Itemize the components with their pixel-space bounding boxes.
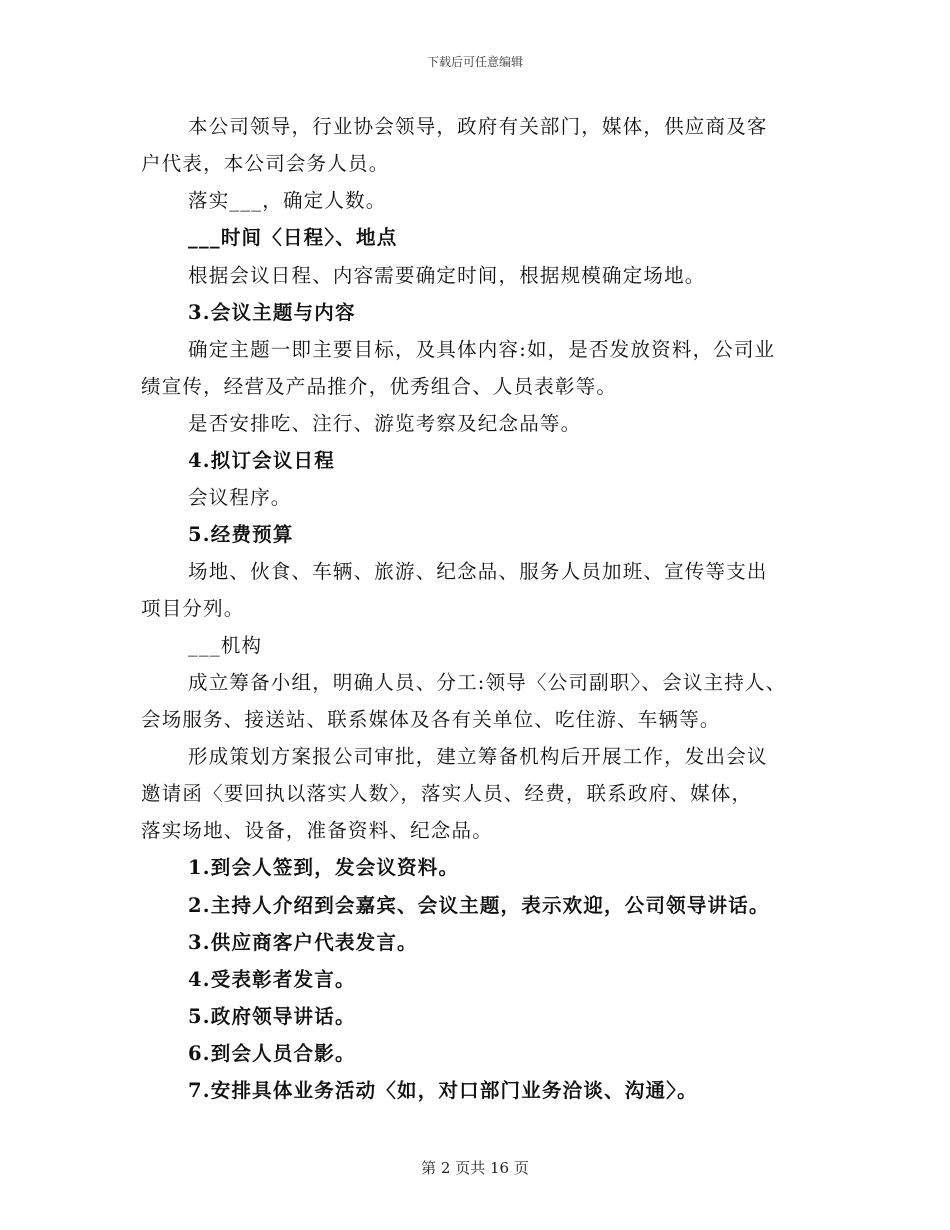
text-line: 户代表，本公司会务人员。 (141, 152, 390, 175)
text-line: 场地、伙食、车辆、旅游、纪念品、服务人员加班、宣传等支出 (188, 560, 768, 583)
page-header: 下载后可任意编辑 (426, 55, 523, 69)
text-line: ___机构 (188, 634, 263, 657)
section-heading: ___时间〈日程〉、地点 (188, 226, 398, 249)
page-footer: 第 2 页共 16 页 (421, 1159, 529, 1177)
text-line: 根据会议日程、内容需要确定时间，根据规模确定场地。 (188, 264, 706, 287)
section-heading: 5.经费预算 (188, 523, 294, 546)
text-line: 形成策划方案报公司审批，建立筹备机构后开展工作，发出会议 (188, 745, 768, 768)
text-line: 是否安排吃、注行、游览考察及纪念品等。 (188, 412, 582, 435)
text-line: 绩宣传，经营及产品推介，优秀组合、人员表彰等。 (141, 375, 618, 398)
text-line: 落实场地、设备，准备资料、纪念品。 (141, 819, 493, 842)
text-line: 成立筹备小组，明确人员、分工:领导〈公司副职〉、会议主持人、 (188, 671, 787, 694)
text-line: 邀请函〈要回执以落实人数〉，落实人员、经费，联系政府、媒体， (141, 782, 753, 805)
list-item: 5.政府领导讲话。 (188, 1005, 356, 1028)
list-item: 7.安排具体业务活动〈如，对口部门业务洽谈、沟通〉。 (188, 1079, 698, 1102)
list-item: 4.受表彰者发言。 (188, 968, 356, 991)
text-line: 会议程序。 (188, 486, 292, 509)
text-line: 确定主题一即主要目标，及具体内容:如，是否发放资料，公司业 (188, 338, 776, 361)
list-item: 3.供应商客户代表发言。 (188, 931, 418, 954)
text-line: 会场服务、接送站、联系媒体及各有关单位、吃住游、车辆等。 (141, 708, 721, 731)
text-line: 本公司领导，行业协会领导，政府有关部门，媒体，供应商及客 (188, 115, 768, 138)
text-line: 项目分列。 (141, 597, 245, 620)
list-item: 1.到会人签到，发会议资料。 (188, 856, 460, 879)
list-item: 6.到会人员合影。 (188, 1042, 356, 1065)
list-item: 2.主持人介绍到会嘉宾、会议主题，表示欢迎，公司领导讲话。 (188, 894, 770, 917)
section-heading: 3.会议主题与内容 (188, 301, 356, 324)
section-heading: 4.拟订会议日程 (188, 449, 335, 472)
text-line: 落实___，确定人数。 (188, 189, 387, 212)
